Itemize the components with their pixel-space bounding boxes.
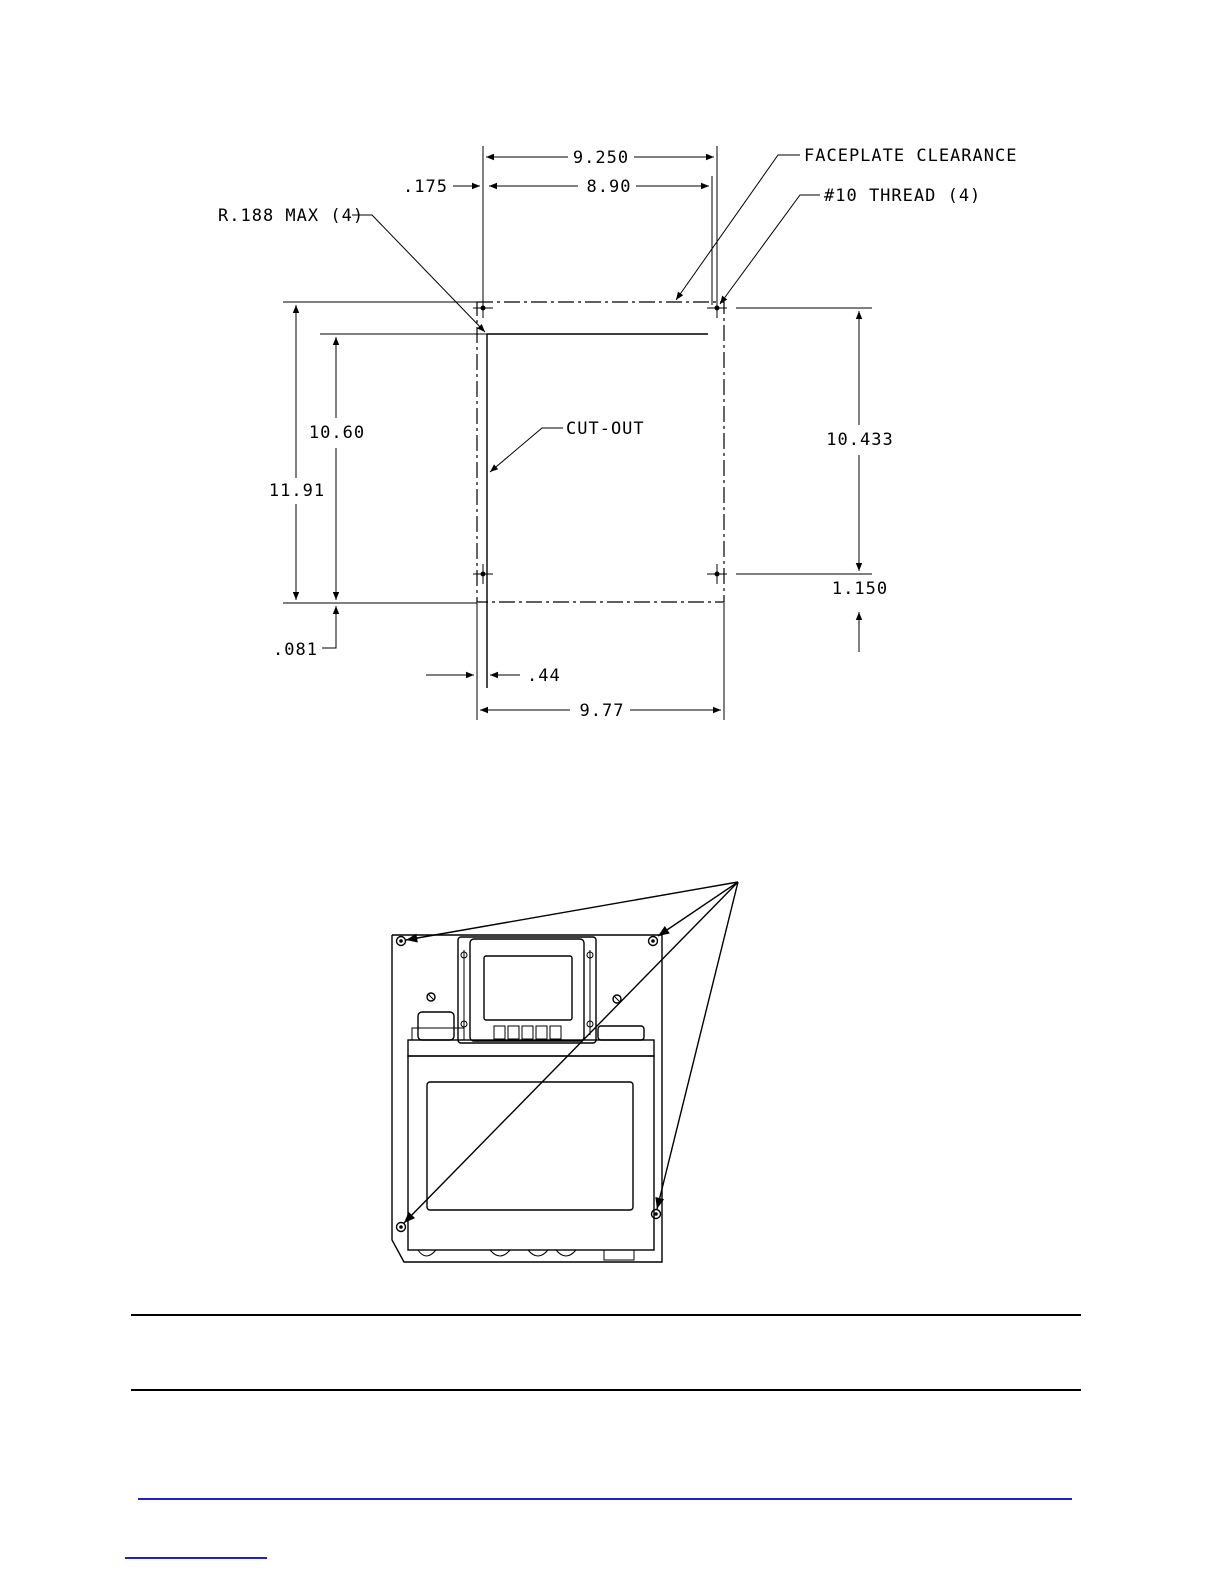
- footer-top-rule: [131, 1314, 1081, 1316]
- thread-hole-marks: [473, 298, 727, 584]
- cutout-dimension-drawing: [218, 146, 1017, 721]
- link-underline-short[interactable]: [125, 1557, 267, 1559]
- thread-label: #10 THREAD (4): [824, 186, 982, 206]
- radius-label: R.188 MAX (4): [218, 206, 365, 226]
- dim-10433-label: 10.433: [826, 430, 894, 450]
- dim-9250-label: 9.250: [572, 148, 630, 168]
- dim-175-label: .175: [403, 177, 448, 197]
- faceplate-clearance-label: FACEPLATE CLEARANCE: [804, 146, 1018, 166]
- dim-081-label: .081: [273, 640, 318, 660]
- link-underline[interactable]: [138, 1498, 1072, 1500]
- dim-977-label: 9.77: [579, 701, 625, 721]
- dim-44-label: .44: [527, 666, 561, 686]
- dim-1060-label: 10.60: [308, 423, 366, 443]
- dim-1150-label: 1.150: [831, 579, 889, 599]
- dim-1191-label: 11.91: [268, 481, 326, 501]
- cutout-label: CUT-OUT: [566, 419, 645, 439]
- footer-bottom-rule: [131, 1389, 1081, 1391]
- dim-890-label: 8.90: [586, 177, 632, 197]
- device-front-view-illustration: [392, 882, 738, 1262]
